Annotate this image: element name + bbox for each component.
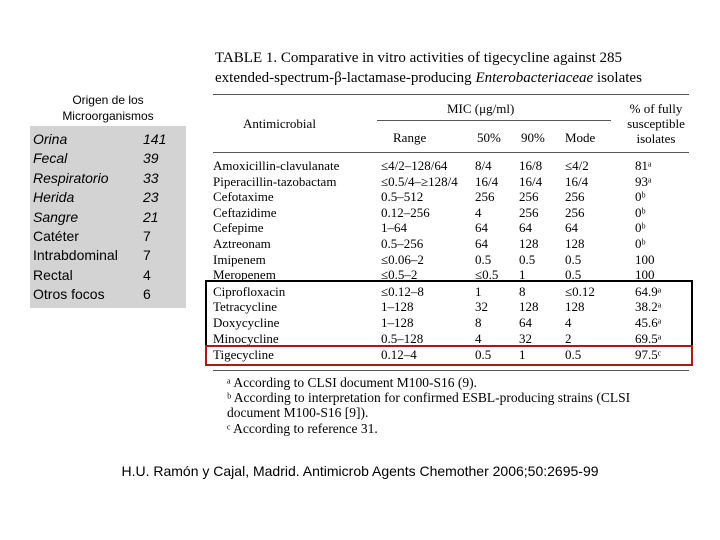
p50-value: 4 (475, 330, 482, 346)
origin-count: 33 (143, 169, 159, 186)
p50-value: 8/4 (475, 158, 492, 173)
pct-value: 69.5ᵃ (635, 330, 662, 346)
mode-value: 256 (565, 204, 585, 220)
table-title-text: Comparative in vitro activities of tigecycline against 285 (277, 50, 623, 66)
origin-name: Fecal (33, 150, 68, 167)
pct-value: 0ᵇ (635, 189, 646, 205)
p50-header: 50% (477, 130, 501, 145)
origin-name: Orina (33, 131, 68, 147)
footnote-c: ᶜ According to reference 31. (227, 421, 378, 436)
origin-count: 4 (143, 266, 151, 283)
p90-value: 256 (519, 204, 539, 220)
origin-list (30, 126, 186, 308)
table-title-end: isolates (593, 70, 642, 86)
pct-value: 97.5ᶜ (635, 347, 662, 363)
pct-value: 100 (635, 251, 655, 267)
origin-name: Catéter (33, 228, 79, 244)
footnote-b-line1: ᵇ According to interpretation for confirmed ESBL-producing strains (CLSI (227, 390, 631, 405)
origin-count: 141 (143, 131, 167, 147)
p90-value: 256 (519, 189, 539, 205)
table-row (205, 252, 695, 268)
p90-value: 1 (519, 347, 526, 363)
p90-header: 90% (521, 130, 545, 145)
pct-header-line1: % of fully (629, 101, 683, 116)
mode-value: 2 (565, 330, 572, 346)
p90-value: 32 (519, 330, 532, 346)
footnote-b-line2: document M100-S16 [9]). (227, 405, 369, 420)
p50-value: 64 (475, 236, 488, 251)
pct-value: 0ᵇ (635, 204, 646, 220)
antimicrobial-name: Tigecycline (213, 347, 274, 363)
pct-value: 64.9ᵃ (635, 283, 662, 299)
range-value: ≤0.5–2 (381, 267, 418, 283)
tetracyclines-highlight-box (205, 280, 693, 347)
mic-header: MIC (μg/ml) (447, 101, 515, 116)
bottom-rule (213, 370, 689, 371)
antimicrobial-name: Imipenem (213, 251, 266, 267)
p50-value: 64 (475, 220, 488, 236)
range-value: 0.5–256 (381, 236, 424, 251)
paper-table (205, 44, 695, 444)
antimicrobial-header: Antimicrobial (243, 116, 316, 131)
range-value: 0.12–256 (381, 204, 430, 220)
range-value: 0.5–512 (381, 189, 424, 205)
antimicrobial-name: Ceftazidime (213, 204, 277, 220)
table-title-text2: extended-spectrum-β-lactamase-producing (215, 70, 476, 86)
pct-value: 100 (635, 267, 655, 283)
pct-value: 0ᵇ (635, 220, 646, 236)
origin-name: Sangre (33, 208, 79, 225)
range-value: 0.12–4 (381, 347, 417, 363)
mode-value: ≤0.12 (565, 283, 595, 299)
pct-value: 81ᵃ (635, 158, 652, 173)
p50-value: 256 (475, 189, 495, 205)
table-title-italic: Enterobacteriaceae (475, 70, 594, 86)
mode-value: 64 (565, 220, 578, 236)
mode-value: 0.5 (565, 251, 582, 267)
origin-panel (30, 92, 186, 303)
table-title-line2 (215, 68, 642, 88)
p50-value: 8 (475, 315, 482, 330)
mode-value: ≤4/2 (565, 158, 589, 173)
origin-count: 7 (143, 247, 151, 264)
p90-value: 128 (519, 236, 539, 251)
mode-value: 128 (565, 299, 585, 315)
p90-value: 0.5 (519, 251, 536, 267)
antimicrobial-name: Cefotaxime (213, 189, 274, 205)
pct-header-line3: isolates (636, 131, 676, 146)
origin-count: 39 (143, 150, 159, 167)
pct-header-line2: susceptible (627, 116, 685, 131)
origin-count: 23 (143, 189, 159, 206)
p90-value: 16/4 (519, 173, 543, 189)
origin-title (30, 92, 186, 126)
tigecycline-highlight-box (205, 345, 693, 366)
origin-count: 7 (143, 228, 151, 244)
p50-value: ≤0.5 (475, 267, 499, 283)
pct-value: 93ᵃ (635, 173, 652, 189)
antimicrobial-name: Doxycycline (213, 315, 280, 330)
p50-value: 4 (475, 204, 482, 220)
p90-value: 1 (519, 267, 526, 283)
antimicrobial-name: Meropenem (213, 267, 276, 283)
range-value: 0.5–128 (381, 330, 424, 346)
mode-header: Mode (565, 130, 596, 145)
mode-value: 0.5 (565, 267, 582, 283)
mode-value: 256 (565, 189, 585, 205)
p90-value: 64 (519, 220, 532, 236)
range-value: ≤0.5/4–≥128/4 (381, 173, 458, 189)
pct-value: 0ᵇ (635, 236, 646, 251)
origin-name: Rectal (33, 266, 73, 283)
origin-name: Otros focos (33, 286, 105, 303)
p50-value: 32 (475, 299, 488, 315)
antimicrobial-name: Minocycline (213, 330, 279, 346)
range-value: 1–128 (381, 315, 414, 330)
pct-value: 45.6ᵃ (635, 315, 662, 330)
mode-value: 0.5 (565, 347, 582, 363)
origin-title-line1: Origen de los (72, 93, 144, 107)
antimicrobial-name: Tetracycline (213, 299, 278, 315)
table-row (205, 174, 695, 190)
table-row (205, 205, 695, 221)
range-value: 1–64 (381, 220, 407, 236)
p90-value: 8 (519, 283, 526, 299)
p90-value: 64 (519, 315, 532, 330)
antimicrobial-name: Ciprofloxacin (213, 283, 286, 299)
table-row (205, 220, 695, 236)
origin-name: Respiratorio (33, 169, 109, 186)
footnote-a: ᵃ According to CLSI document M100-S16 (9). (227, 375, 478, 390)
p50-value: 0.5 (475, 347, 492, 363)
mic-rule (377, 120, 611, 121)
p90-value: 128 (519, 299, 539, 315)
origin-count: 21 (143, 208, 159, 225)
header-rule (213, 152, 689, 153)
antimicrobial-name: Piperacillin-tazobactam (213, 173, 337, 189)
p50-value: 16/4 (475, 173, 499, 189)
top-rule (213, 94, 689, 95)
range-value: 1–128 (381, 299, 414, 315)
antimicrobial-name: Aztreonam (213, 236, 271, 251)
table-row (205, 236, 695, 252)
table-label: TABLE 1. (215, 50, 278, 66)
mode-value: 128 (565, 236, 585, 251)
origin-name: Intrabdominal (33, 247, 118, 264)
mode-value: 4 (565, 315, 572, 330)
table-title-line1 (215, 48, 642, 68)
table-row (205, 189, 695, 205)
antimicrobial-name: Cefepime (213, 220, 264, 236)
citation: H.U. Ramón y Cajal, Madrid. Antimicrob Agents Chemother 2006;50:2695-99 (121, 463, 599, 479)
range-value: ≤0.12–8 (381, 283, 424, 299)
mode-value: 16/4 (565, 173, 589, 189)
pct-value: 38.2ᵃ (635, 299, 662, 315)
p50-value: 1 (475, 283, 482, 299)
table-row (205, 158, 695, 174)
origin-name: Herida (33, 189, 75, 206)
table-title (215, 48, 642, 88)
pct-header (621, 101, 691, 146)
antimicrobial-name: Amoxicillin-clavulanate (213, 158, 340, 173)
origin-title-line2: Microorganismos (62, 109, 154, 123)
range-header: Range (393, 130, 427, 145)
origin-count: 6 (143, 286, 151, 303)
p50-value: 0.5 (475, 251, 492, 267)
range-value: ≤0.06–2 (381, 251, 424, 267)
p90-value: 16/8 (519, 158, 543, 173)
range-value: ≤4/2–128/64 (381, 158, 448, 173)
